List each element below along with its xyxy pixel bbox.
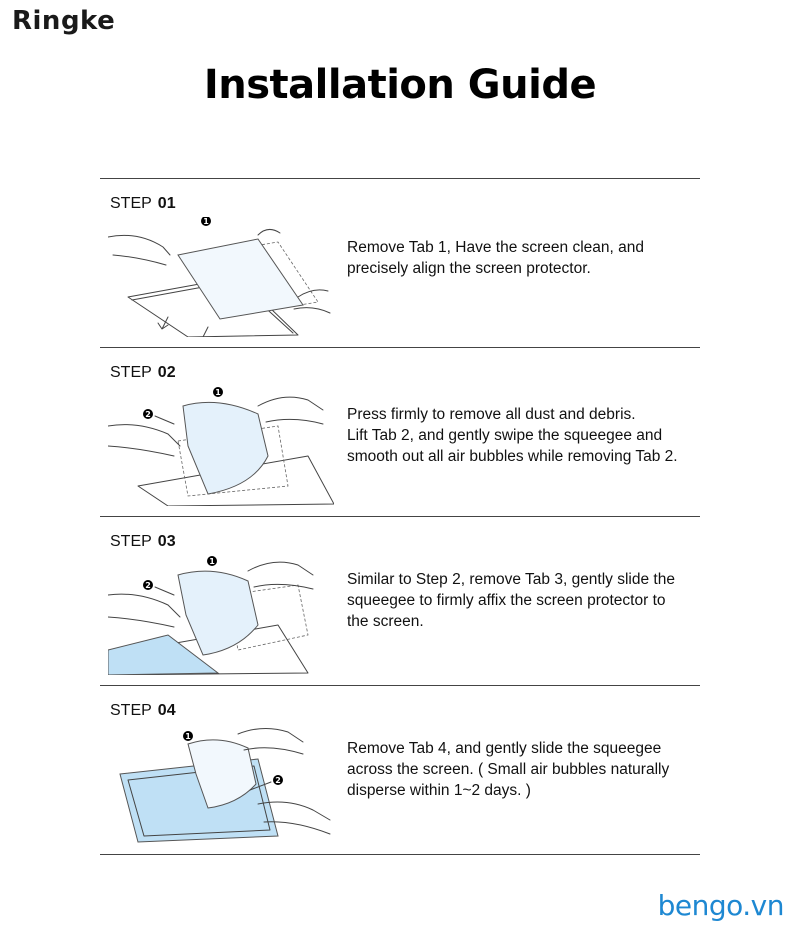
step-4-description: Remove Tab 4, and gently slide the squeegee across the screen. ( Small air bubbles naturally disperse within 1~2 days. ) xyxy=(347,740,670,799)
step-1-description: Remove Tab 1, Have the screen clean, and precisely align the screen protector. xyxy=(347,239,644,277)
tab-1-badge xyxy=(201,217,211,226)
tab-1-badge xyxy=(207,556,217,566)
svg-text:1: 1 xyxy=(185,732,191,741)
ringke-logo: Ringke xyxy=(12,6,116,36)
step-label: STEP 03 xyxy=(110,533,176,550)
step-3 xyxy=(100,517,700,685)
step-label: STEP 04 xyxy=(110,702,176,719)
step-label: STEP 01 xyxy=(110,195,176,212)
step-2-description: Press firmly to remove all dust and debris. Lift Tab 2, and gently swipe the squeegee and smooth out all air bubbles while removing Tab 2. xyxy=(347,406,678,465)
svg-text:1: 1 xyxy=(215,388,221,397)
step-2 xyxy=(100,348,700,516)
tab-1-badge xyxy=(183,731,193,741)
svg-text:2: 2 xyxy=(275,776,281,785)
divider xyxy=(100,854,700,855)
bengo-watermark: bengo.vn xyxy=(657,889,784,922)
tab-2-badge xyxy=(143,580,153,590)
step-2-illustration xyxy=(108,386,334,506)
step-4 xyxy=(100,686,700,854)
step-label: STEP 02 xyxy=(110,364,176,381)
svg-text:1: 1 xyxy=(203,217,209,226)
svg-text:2: 2 xyxy=(145,410,151,419)
step-3-illustration xyxy=(108,555,334,675)
step-3-description: Similar to Step 2, remove Tab 3, gently slide the squeegee to firmly affix the screen protector to the screen. xyxy=(347,571,675,630)
tab-2-badge xyxy=(143,409,153,419)
tab-1-badge xyxy=(213,387,223,397)
step-4-illustration xyxy=(108,724,334,844)
step-1 xyxy=(100,179,700,347)
tab-2-badge xyxy=(273,775,283,785)
svg-text:2: 2 xyxy=(145,581,151,590)
step-1-illustration xyxy=(108,217,334,337)
svg-text:1: 1 xyxy=(209,557,215,566)
page-title: Installation Guide xyxy=(203,62,597,108)
